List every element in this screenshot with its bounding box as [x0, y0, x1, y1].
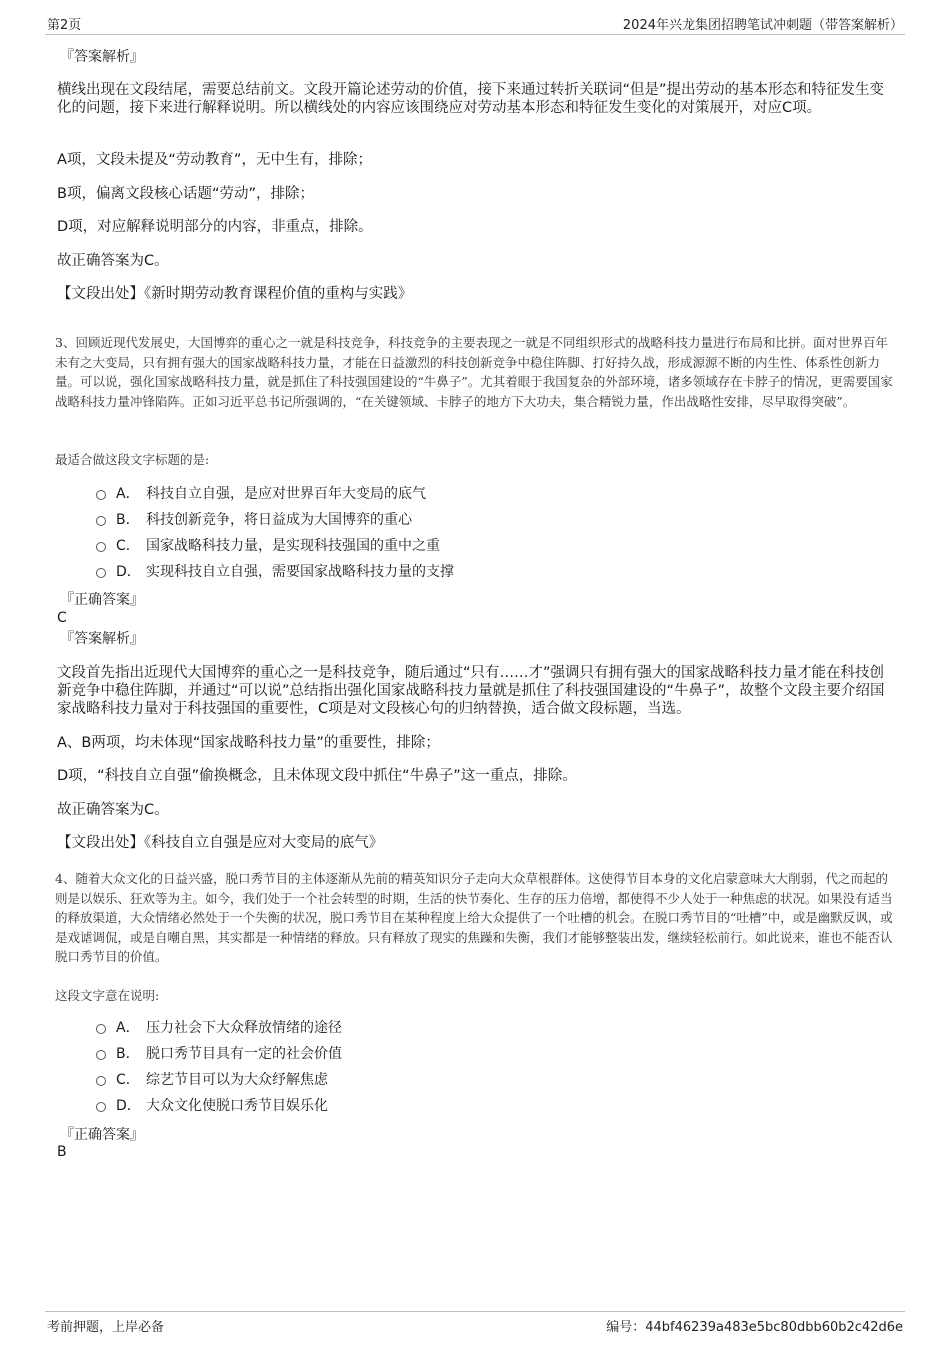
q3-line-ab: A、B两项，均未体现“国家战略科技力量”的重要性，排除； — [57, 735, 440, 751]
q3-analysis-label: 『答案解析』 — [60, 631, 144, 647]
radio-icon[interactable] — [96, 1076, 106, 1086]
document-title: 2024年兴龙集团招聘笔试冲刺题（带答案解析） — [622, 18, 903, 33]
q2-conclusion: 故正确答案为C。 — [57, 253, 169, 269]
page-footer — [45, 1311, 905, 1336]
q3-source: 【文段出处】《科技自立自强是应对大变局的底气》 — [57, 835, 384, 851]
radio-icon[interactable] — [96, 542, 106, 552]
q3-passage: 3、回顾近现代发展史，大国博弈的重心之一就是科技竞争，科技竞争的主要表现之一就是不同组织形式的战略科技力量进行布局和比拼。面对世界百年未有之大变局，只有拥有强大的国家战略科技力量，才能在日益激烈的科技创新竞争中稳住阵脚、打好持久战，形成源源不断的内生性、体系性创新力量。可以说，强化国家战略科技力量，就是抓住了科技强国建设的“牛鼻子”。尤其着眼于我国复杂的外部环境，诸多领域存在卡脖子的情况，更需要国家战略科技力量冲锋陷阵。正如习近平总书记所强调的，“在关键领域、卡脖子的地方下大功夫，集合精锐力量，作出战略性安排，尽早取得突破”。 — [55, 335, 893, 409]
q2-line-a: A项，文段未提及“劳动教育”，无中生有，排除； — [57, 152, 372, 168]
q2-analysis-text: 横线出现在文段结尾，需要总结前文。文段开篇论述劳动的价值，接下来通过转折关联词“但是”提出劳动的基本形态和特征发生变化的问题，接下来进行解释说明。所以横线处的内容应该围绕应对劳动基本形态和特征发生变化的对策展开，对应C项。 — [57, 82, 885, 116]
q2-analysis-label: 『答案解析』 — [60, 49, 144, 65]
q3-line-d: D项，“科技自立自强”偷换概念，且未体现文段中抓住“牛鼻子”这一重点，排除。 — [57, 768, 577, 784]
page-header — [45, 14, 905, 35]
q4-answer-label: 『正确答案』 — [60, 1127, 144, 1143]
q4-passage: 4、随着大众文化的日益兴盛，脱口秀节目的主体逐渐从先前的精英知识分子走向大众草根群体。这使得节目本身的文化启蒙意味大大削弱，代之而起的则是以娱乐、狂欢等为主。如今，我们处于一个社会转型的时期，生活的快节奏化、生存的压力倍增，都使得不少人处于一种焦虑的状况。如果没有适当的释放渠道，大众情绪必然处于一个失衡的状况，脱口秀节目在某种程度上给大众提供了一个吐槽的机会。在脱口秀节目的“吐槽”中，或是幽默反讽，或是戏谑调侃，或是自嘲自黑，其实都是一种情绪的释放。只有释放了现实的焦躁和失衡，我们才能够整装出发，继续轻松前行。如此说来，谁也不能否认脱口秀节目的价值。 — [55, 871, 893, 964]
q3-question: 最适合做这段文字标题的是: — [55, 452, 210, 467]
q3-answer-label: 『正确答案』 — [60, 592, 144, 608]
q2-source: 【文段出处】《新时期劳动教育课程价值的重构与实践》 — [57, 286, 413, 302]
q3-conclusion: 故正确答案为C。 — [57, 802, 169, 818]
q3-answer: C — [57, 610, 67, 626]
q4-answer: B — [57, 1144, 67, 1160]
radio-icon[interactable] — [96, 568, 106, 578]
q4-question: 这段文字意在说明: — [55, 988, 160, 1003]
radio-icon[interactable] — [96, 1024, 106, 1034]
radio-icon[interactable] — [96, 516, 106, 526]
footer-serial: 编号：44bf46239a483e5bc80dbb60b2c42d6e — [606, 1320, 903, 1335]
radio-icon[interactable] — [96, 1050, 106, 1060]
q2-line-d: D项，对应解释说明部分的内容，非重点，排除。 — [57, 219, 373, 235]
radio-icon[interactable] — [96, 1102, 106, 1112]
q2-line-b: B项，偏离文段核心话题“劳动”，排除； — [57, 186, 314, 202]
radio-icon[interactable] — [96, 490, 106, 500]
footer-slogan: 考前押题，上岸必备 — [47, 1320, 165, 1335]
q3-analysis-text: 文段首先指出近现代大国博弈的重心之一是科技竞争，随后通过“只有……才”强调只有拥有强大的国家战略科技力量才能在科技创新竞争中稳住阵脚，并通过“可以说”总结指出强化国家战略科技力量就是抓住了科技强国建设的“牛鼻子”，故整个文段主要介绍国家战略科技力量对于科技强国的重要性，C项是对文段核心句的归纳替换，适合做文段标题，当选。 — [57, 665, 885, 717]
page-number: 第2页 — [47, 18, 82, 33]
